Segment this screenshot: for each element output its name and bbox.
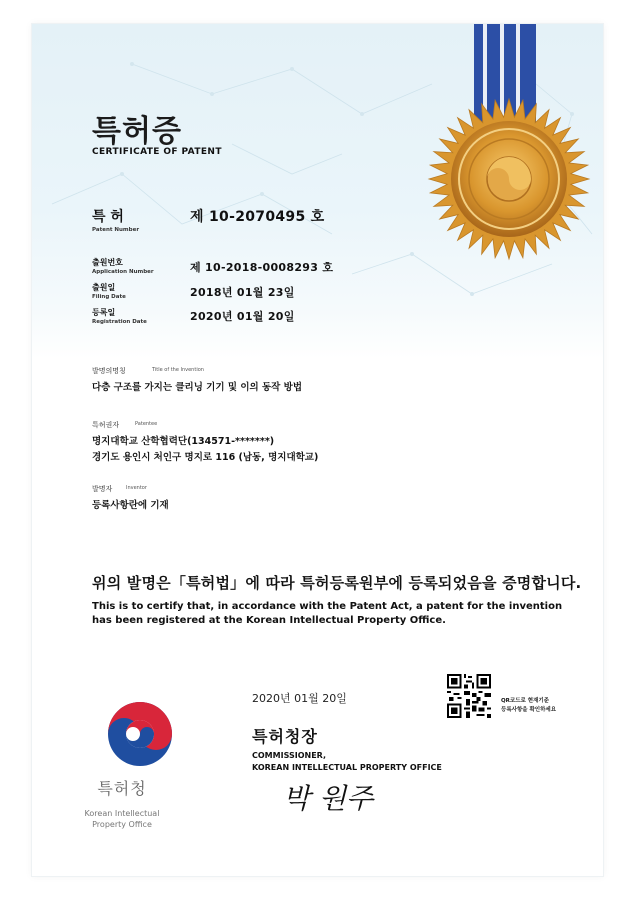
application-number-value: 제 10-2018-0008293 호 [190, 261, 334, 274]
invention-title-label-en: Title of the Invention [152, 367, 204, 373]
inventor-value: 등록사항란에 기재 [92, 500, 169, 511]
patentee-address: 경기도 용인시 처인구 명지로 116 (남동, 명지대학교) [92, 452, 319, 463]
application-number-label-en: Application Number [92, 269, 154, 275]
certification-statement-en [92, 600, 562, 628]
qr-caption-line1: QR코드로 현재기준 [501, 698, 550, 704]
office-logo-en-line1: Korean Intellectual [84, 809, 160, 818]
invention-title-value: 다층 구조를 가지는 클리닝 기기 및 이의 동작 방법 [92, 382, 302, 393]
office-logo-name: 특허청 [97, 779, 147, 798]
patent-number-value: 제 10-2070495 호 [190, 209, 325, 225]
inventor-label-en: Inventor [126, 485, 147, 491]
commissioner-signature [277, 776, 417, 820]
inventor-label: 발명자 [92, 485, 113, 493]
office-logo-en-line2: Property Office [92, 820, 152, 829]
certification-statement-ko: 위의 발명은「특허법」에 따라 특허등록원부에 등록되었음을 증명합니다. [92, 574, 582, 592]
commissioner-en-line2: KOREAN INTELLECTUAL PROPERTY OFFICE [252, 763, 442, 772]
qr-caption [501, 697, 556, 715]
certificate-title-en: CERTIFICATE OF PATENT [92, 147, 222, 157]
registration-date-label: 등록일 [92, 308, 116, 317]
patent-certificate [32, 24, 603, 876]
patent-number-label: 특 허 [92, 209, 124, 225]
certification-en-line1: This is to certify that, in accordance with the Patent Act, a patent for the invention [92, 601, 563, 612]
invention-title-label: 발명의명칭 [92, 367, 126, 375]
certification-en-line2: has been registered at the Korean Intellectual Property Office. [92, 615, 446, 626]
filing-date-label: 출원일 [92, 283, 116, 292]
patentee-label-en: Patentee [135, 421, 158, 427]
registration-date-value: 2020년 01월 20일 [190, 310, 295, 323]
certificate-title: 특허증 [92, 114, 182, 149]
application-number-label: 출원번호 [92, 258, 123, 267]
commissioner-en-line1: COMMISSIONER, [252, 751, 327, 760]
filing-date-value: 2018년 01월 23일 [190, 286, 295, 299]
gold-seal-icon [424, 94, 594, 264]
commissioner-title-en [252, 750, 442, 774]
issue-date: 2020년 01월 20일 [252, 692, 347, 705]
office-logo-name-en [32, 808, 212, 830]
patentee-name: 명지대학교 산학협력단(134571-*******) [92, 436, 275, 447]
qr-caption-line2: 등록사항을 확인하세요 [501, 707, 557, 713]
patentee-label: 특허권자 [92, 421, 120, 429]
kipo-taegeuk-logo-icon [104, 698, 176, 770]
patent-number-label-en: Patent Number [92, 227, 140, 233]
filing-date-label-en: Filing Date [92, 294, 126, 300]
signature-text: 박 원주 [283, 782, 374, 815]
qr-code[interactable] [447, 674, 491, 718]
registration-date-label-en: Registration Date [92, 319, 147, 325]
commissioner-title: 특허청장 [252, 727, 318, 746]
